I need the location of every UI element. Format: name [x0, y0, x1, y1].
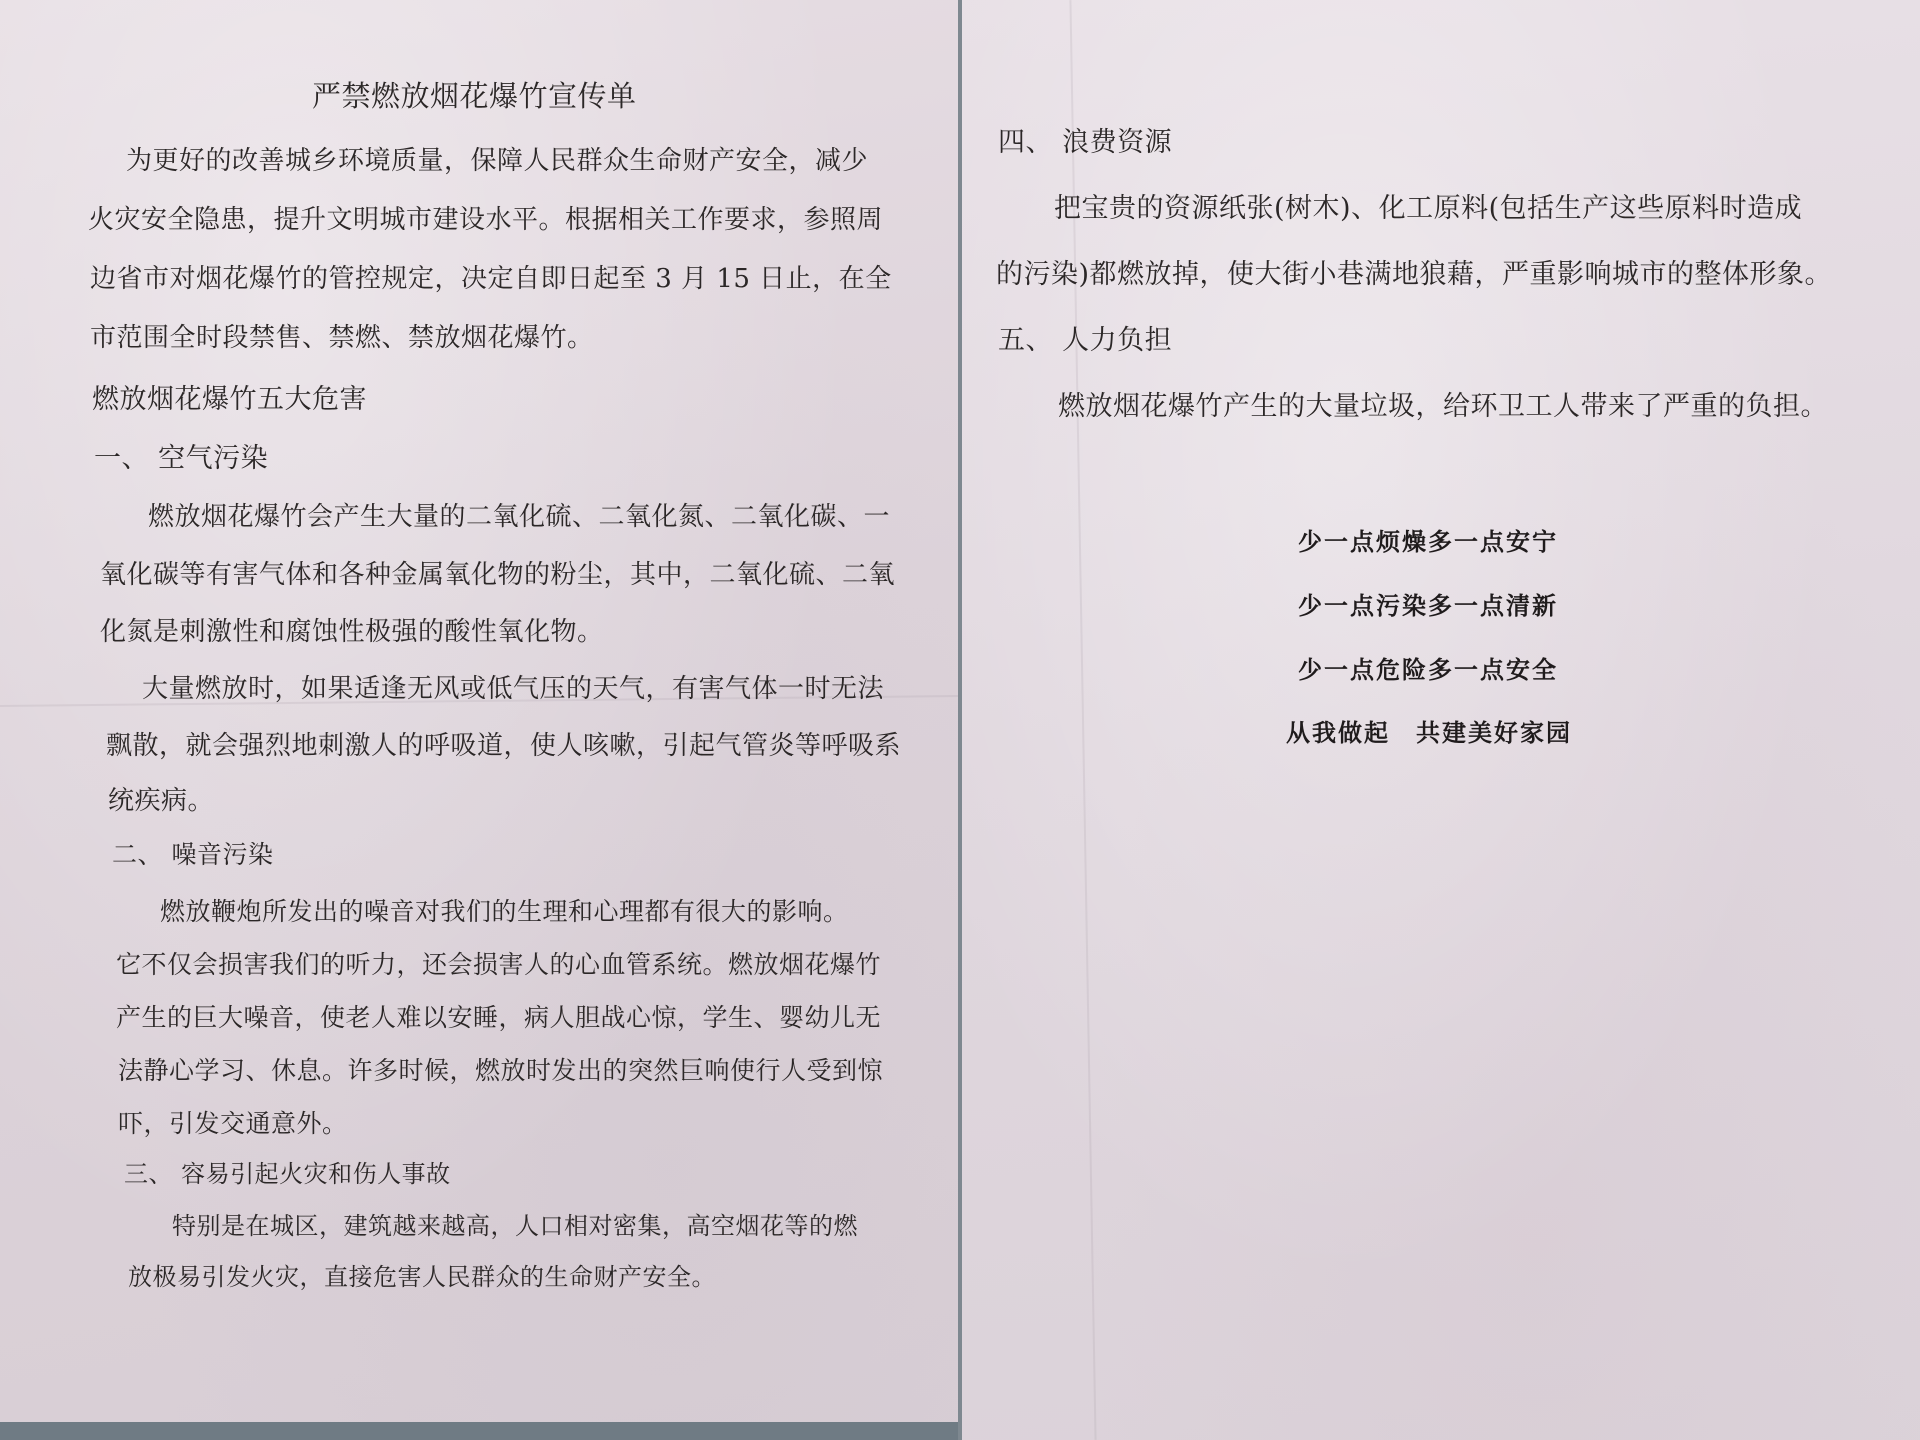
intro-line: 市范围全时段禁售、禁燃、禁放烟花爆竹。 — [90, 323, 594, 353]
intro-line: 边省市对烟花爆竹的管控规定，决定自即日起至 3 月 15 日止，在全 — [90, 264, 892, 294]
right-page — [962, 0, 1920, 1440]
slogan-line: 少一点污染多一点清新 — [1298, 592, 1558, 620]
section-2-line: 它不仅会损害我们的听力，还会损害人的心血管系统。燃放烟花爆竹 — [116, 950, 882, 979]
slogan-line: 少一点烦燥多一点安宁 — [1298, 528, 1558, 556]
section-3-line: 放极易引发火灾，直接危害人民群众的生命财产安全。 — [128, 1263, 716, 1291]
slogan-line: 少一点危险多一点安全 — [1298, 656, 1558, 684]
section-3-line: 特别是在城区，建筑越来越高，人口相对密集，高空烟花等的燃 — [172, 1212, 858, 1240]
section-1-line: 燃放烟花爆竹会产生大量的二氧化硫、二氧化氮、二氧化碳、一 — [148, 502, 891, 532]
section-2-line: 产生的巨大噪音，使老人难以安睡，病人胆战心惊，学生、婴幼儿无 — [116, 1003, 882, 1032]
section-3-heading: 三、 容易引起火灾和伤人事故 — [124, 1160, 451, 1188]
section-1-line: 氧化碳等有害气体和各种金属氧化物的粉尘，其中，二氧化硫、二氧 — [100, 560, 896, 590]
section-1-line: 大量燃放时，如果适逢无风或低气压的天气，有害气体一时无法 — [142, 674, 885, 704]
section-4-heading: 四、 浪费资源 — [998, 127, 1173, 158]
section-1-line: 飘散，就会强烈地刺激人的呼吸道，使人咳嗽，引起气管炎等呼吸系 — [106, 731, 902, 761]
section-1-line: 统疾病。 — [108, 786, 215, 816]
document-title: 严禁燃放烟花爆竹宣传单 — [312, 79, 637, 113]
hazards-heading: 燃放烟花爆竹五大危害 — [92, 384, 367, 415]
section-2-line: 燃放鞭炮所发出的噪音对我们的生理和心理都有很大的影响。 — [160, 897, 849, 926]
section-2-line: 吓，引发交通意外。 — [118, 1109, 348, 1138]
section-2-heading: 二、 噪音污染 — [112, 840, 274, 869]
background-surface — [0, 1422, 958, 1440]
section-2-line: 法静心学习、休息。许多时候，燃放时发出的突然巨响使行人受到惊 — [118, 1056, 884, 1085]
section-1-heading: 一、 空气污染 — [94, 443, 269, 474]
slogan-line: 从我做起 共建美好家园 — [1286, 719, 1572, 747]
left-page — [0, 0, 958, 1440]
section-1-line: 化氮是刺激性和腐蚀性极强的酸性氧化物。 — [100, 617, 604, 647]
intro-line: 火灾安全隐患，提升文明城市建设水平。根据相关工作要求，参照周 — [88, 205, 884, 235]
section-4-line: 把宝贵的资源纸张(树木)、化工原料(包括生产这些原料时造成 — [1054, 193, 1803, 224]
section-5-line: 燃放烟花爆竹产生的大量垃圾，给环卫工人带来了严重的负担。 — [1058, 391, 1828, 422]
section-4-line: 的污染)都燃放掉，使大街小巷满地狼藉，严重影响城市的整体形象。 — [996, 259, 1833, 290]
section-5-heading: 五、 人力负担 — [998, 325, 1173, 356]
intro-line: 为更好的改善城乡环境质量，保障人民群众生命财产安全，减少 — [126, 146, 869, 176]
